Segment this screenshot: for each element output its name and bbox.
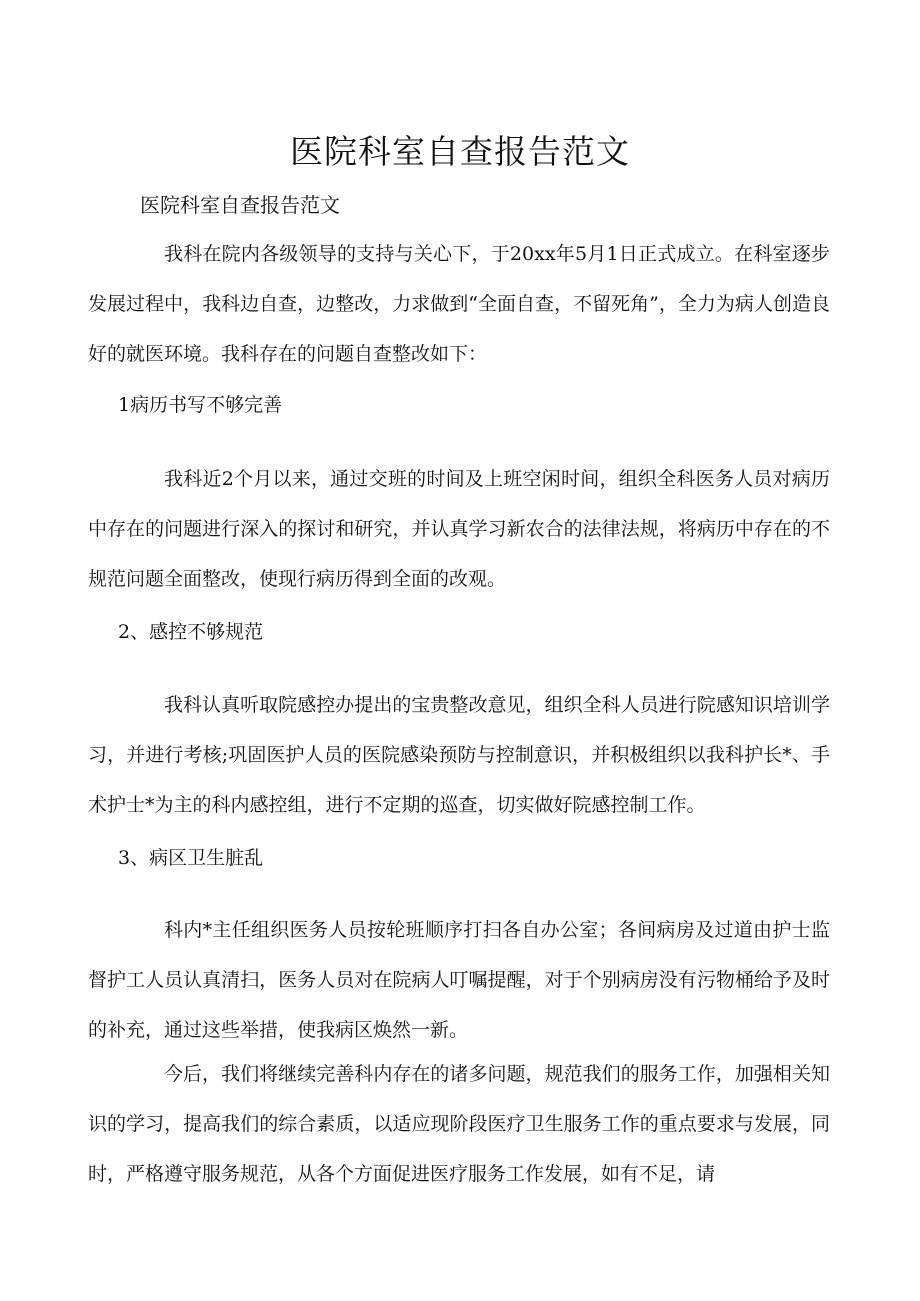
- section-body-1: 我科近2个月以来，通过交班的时间及上班空闲时间，组织全科医务人员对病历中存在的问题进行深入的探讨和研究，并认真学习新农合的法律法规，将病历中存在的不规范问题全面整改，使现行病历得到全面的改观。: [88, 468, 830, 590]
- section-body-2: 我科认真听取院感控办提出的宝贵整改意见，组织全科人员进行院感知识培训学习，并进行考核;巩固医护人员的医院感染预防与控制意识，并积极组织以我科护长*、手术护士*为主的科内感控组，进行不定期的巡查，切实做好院感控制工作。: [88, 694, 830, 816]
- document-title: 医院科室自查报告范文: [290, 132, 630, 171]
- intro-paragraph: 我科在院内各级领导的支持与关心下，于20xx年5月1日正式成立。在科室逐步发展过程中，我科边自查，边整改，力求做到“全面自查，不留死角”，全力为病人创造良好的就医环境。我科存在的问题自查整改如下：: [88, 243, 830, 365]
- document-subtitle: 医院科室自查报告范文: [140, 193, 340, 217]
- section-heading-2: 2、感控不够规范: [118, 621, 264, 643]
- conclusion-paragraph: 今后，我们将继续完善科内存在的诸多问题，规范我们的服务工作，加强相关知识的学习，提高我们的综合素质，以适应现阶段医疗卫生服务工作的重点要求与发展，同时，严格遵守服务规范，从各个方面促进医疗服务工作发展，如有不足，请: [88, 1063, 830, 1185]
- section-heading-3: 3、病区卫生脏乱: [118, 847, 264, 869]
- section-heading-1: 1病历书写不够完善: [118, 394, 283, 416]
- section-body-3: 科内*主任组织医务人员按轮班顺序打扫各自办公室；各间病房及过道由护士监督护工人员认真清扫，医务人员对在院病人叮嘱提醒，对于个别病房没有污物桶给予及时的补充，通过这些举措，使我病区焕然一新。: [88, 919, 830, 1041]
